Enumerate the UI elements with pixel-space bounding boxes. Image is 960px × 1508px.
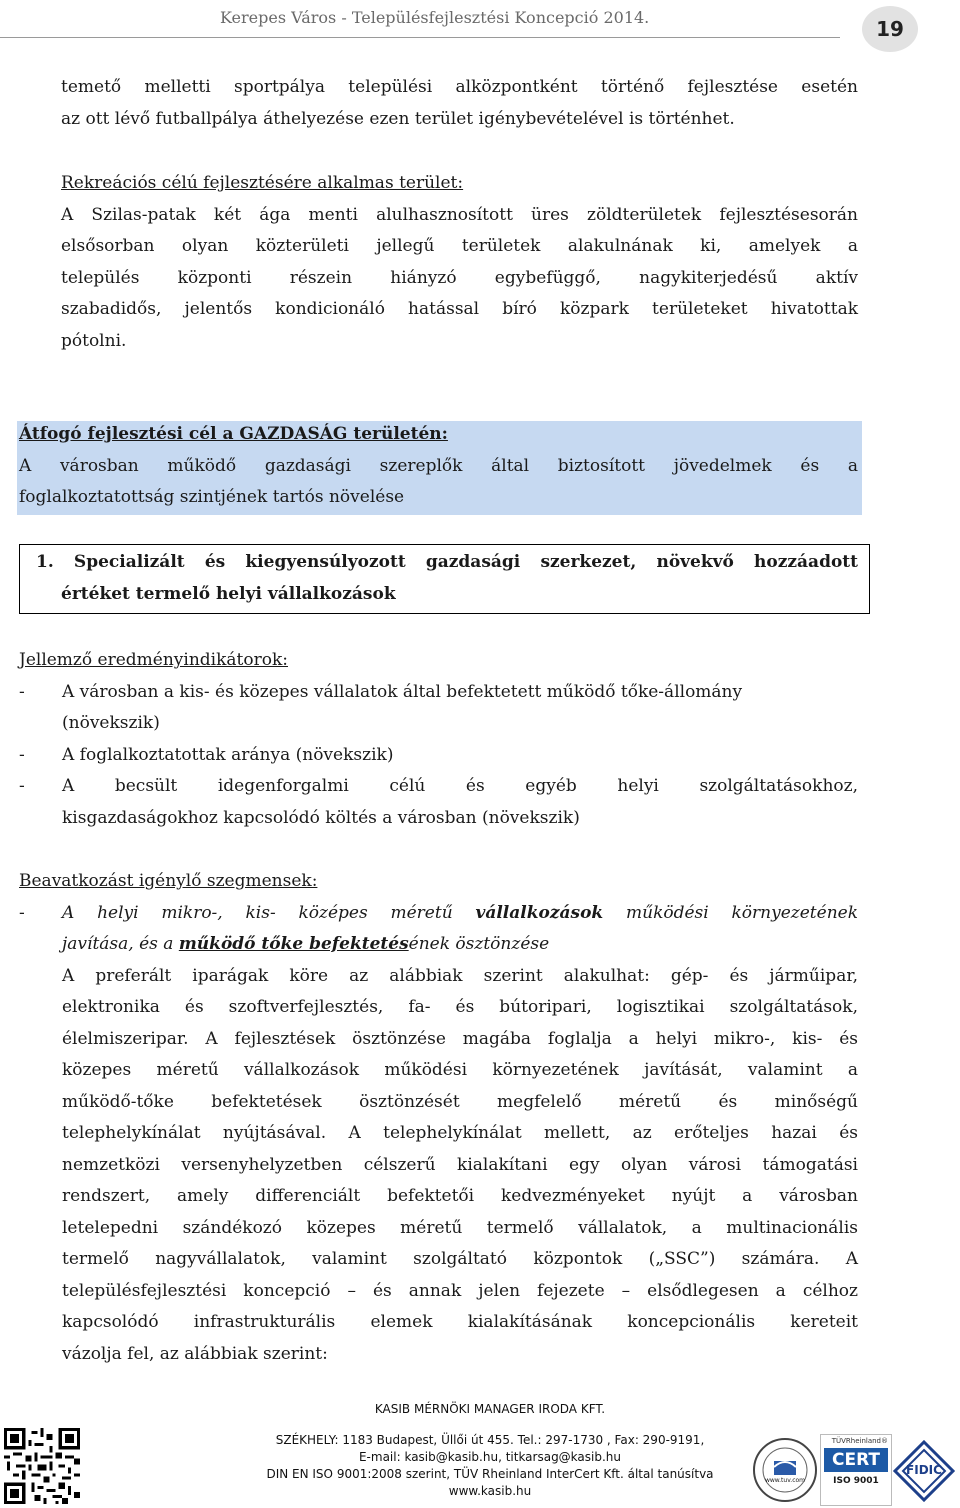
list-item: [19, 771, 858, 834]
qr-code-icon: [4, 1428, 80, 1504]
section-heading: Beavatkozást igénylő szegmensek:: [19, 871, 318, 891]
text-line: működő-tőke befektetések ösztönzését megfelelő méretű és minőségű: [62, 1091, 858, 1112]
page-number: 19: [862, 6, 918, 52]
text-line: letelepedni szándékozó közepes méretű termelő vállalatok, a multinacionális: [62, 1217, 858, 1238]
text-line: rendszert, amely differenciált befektetői kedvezményeket nyújt a városban: [62, 1186, 858, 1206]
text-line: kapcsolódó infrastrukturális elemek kialakításának koncepcionális kereteit: [62, 1312, 858, 1332]
list-item: [19, 740, 858, 772]
text-line: elsősorban olyan közterületi jellegű területek alakulnának ki, amelyek a: [61, 236, 858, 256]
header-rule: [0, 37, 840, 38]
text-line: termelő nagyvállalatok, valamint szolgáltató központok („SSC”) számára. A: [62, 1249, 858, 1269]
goal-heading: Átfogó fejlesztési cél a GAZDASÁG területén:: [19, 424, 448, 444]
text-line: településfejlesztési koncepció – és annak jelen fejezete – elsődlegesen a célhoz: [62, 1280, 858, 1301]
text-line: A foglalkoztatottak aránya (növekszik): [62, 744, 394, 765]
section-heading: Rekreációs célú fejlesztésére alkalmas terület:: [61, 173, 464, 193]
running-header: Kerepes Város - Településfejlesztési Koncepció 2014.: [220, 8, 650, 27]
text-line: közepes méretű vállalkozások működési környezetének javítását, valamint a: [62, 1060, 858, 1080]
footer-company: KASIB MÉRNÖKI MANAGER IRODA KFT.: [374, 1402, 606, 1416]
text-line: A városban működő gazdasági szereplők által biztosított jövedelmek és a: [19, 455, 858, 476]
intro-paragraph: [61, 72, 858, 135]
tuv-seal-logo: [752, 1437, 818, 1503]
footer-address: SZÉKHELY: 1183 Budapest, Üllői út 455. Tel.: 297-1730 , Fax: 290-9191,: [275, 1433, 705, 1447]
text-line: vázolja fel, az alábbiak szerint:: [62, 1343, 328, 1364]
cert-label: CERT: [824, 1448, 888, 1472]
text-line: település központi részein hiányzó egybefüggő, nagykiterjedésű aktív: [61, 267, 858, 288]
text-line: A helyi mikro-, kis- középes méretű vállalkozások működési környezetének: [62, 902, 859, 923]
text-line: élelmiszeripar. A fejlesztések ösztönzése magába foglalja a helyi mikro-, kis- és: [62, 1028, 858, 1049]
text-line: értéket termelő helyi vállalkozások: [61, 583, 396, 604]
list-item: [19, 898, 858, 1371]
list-dash: -: [19, 902, 25, 923]
text-line: A Szilas-patak két ága menti alulhasznosított üres zöldterületek fejlesztésesorán: [61, 204, 858, 225]
cert-iso: ISO 9001: [833, 1476, 879, 1486]
text-line: elektronika és szoftverfejlesztés, fa- és bútoripari, logisztikai szolgáltatások,: [62, 997, 858, 1017]
footer: [180, 1400, 800, 1500]
indicators-section: [19, 645, 858, 834]
list-dash: -: [19, 681, 25, 702]
text-line: szabadidős, jelentős kondicionáló hatással bíró közpark területeket hivatottak: [61, 299, 858, 319]
footer-web: www.kasib.hu: [448, 1484, 532, 1498]
recreation-section: [61, 168, 858, 357]
text-line: temető melletti sportpálya települési alközpontként történő fejlesztése esetén: [61, 77, 858, 97]
text-line: 1. Specializált és kiegyensúlyozott gazdasági szerkezet, növekvő hozzáadott: [36, 552, 858, 572]
text-line: foglalkoztatottság szintjének tartós növelése: [19, 487, 405, 507]
text-line: A becsült idegenforgalmi célú és egyéb helyi szolgáltatásokhoz,: [62, 776, 858, 796]
list-item: [19, 677, 858, 740]
text-line: telephelykínálat nyújtásával. A telephelykínálat mellett, az erőteljes hazai és: [62, 1123, 858, 1143]
cert-brand: TÜVRheinland®: [831, 1437, 888, 1445]
text-line: az ott lévő futballpálya áthelyezése ezen terület igénybevételével is történhet.: [61, 108, 735, 129]
tuv-seal-icon: [752, 1437, 818, 1503]
text-line: nemzetközi versenyhelyzetben célszerű kialakítani egy olyan városi támogatási: [62, 1154, 858, 1175]
fidic-text: FIDIC: [906, 1463, 942, 1477]
footer-email: E-mail: kasib@kasib.hu, titkarsag@kasib.hu: [358, 1450, 622, 1464]
text-line: kisgazdaságokhoz kapcsolódó költés a városban (növekszik): [62, 807, 580, 828]
text-line: javítása, és a működő tőke befektetésének ösztönzése: [62, 934, 550, 954]
text-line: A városban a kis- és közepes vállalatok által befektetett működő tőke-állomány: [62, 681, 743, 702]
text-line: A preferált iparágak köre az alábbiak szerint alakulhat: gép- és járműipar,: [62, 965, 858, 986]
list-dash: -: [19, 776, 25, 796]
section-heading: Jellemző eredményindikátorok:: [19, 650, 288, 670]
text-line: (növekszik): [62, 713, 160, 733]
segments-section: [19, 866, 858, 1370]
list-dash: -: [19, 744, 25, 765]
tuv-cert-logo: [820, 1434, 892, 1506]
goal-section: [19, 419, 858, 514]
objective-title: [36, 547, 858, 610]
text-line: pótolni.: [61, 330, 127, 351]
fidic-logo: [893, 1440, 955, 1502]
tuv-seal-text: www.tuv.com: [764, 1477, 806, 1484]
footer-iso: DIN EN ISO 9001:2008 szerint, TÜV Rheinland InterCert Kft. által tanúsítva: [266, 1467, 714, 1481]
